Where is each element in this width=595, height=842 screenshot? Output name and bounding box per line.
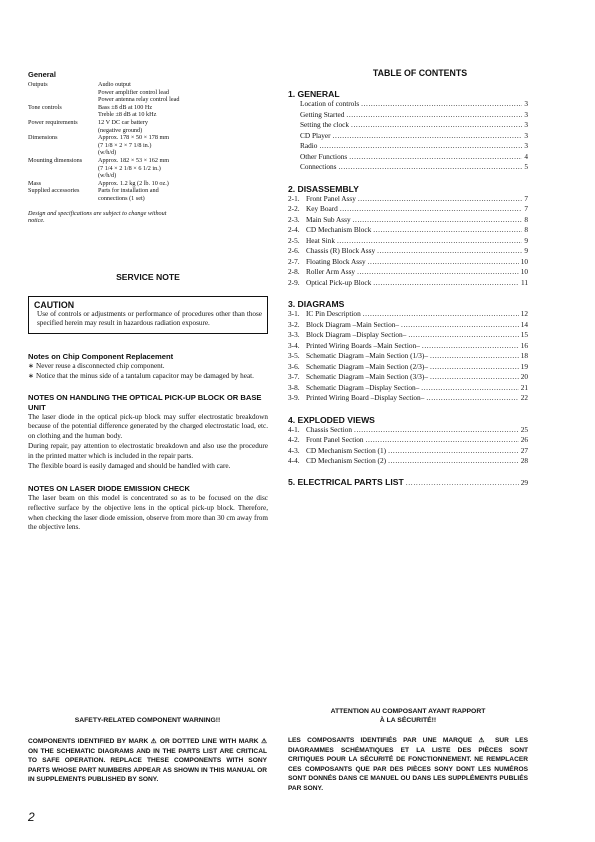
toc-section-general bbox=[288, 89, 528, 173]
chip-notes-heading: Notes on Chip Component Replacement bbox=[28, 352, 174, 362]
caution-box bbox=[28, 296, 268, 335]
specs-table bbox=[28, 81, 268, 203]
toc-entry[interactable]: Radio ..... 3 bbox=[288, 141, 528, 152]
toc-entry[interactable]: 2-7. Floating Block Assy ..... 10 bbox=[288, 257, 528, 268]
toc-entry[interactable]: 3-4. Printed Wiring Boards –Main Section– ..... 16 bbox=[288, 341, 528, 352]
spec-row bbox=[28, 81, 268, 104]
toc-entry[interactable]: 3-7. Schematic Diagram –Main Section (3/3)– ..... 20 bbox=[288, 372, 528, 383]
toc-section-title: 3. DIAGRAMS bbox=[288, 299, 345, 309]
safety-warning-title-line2: À LA SÉCURITÉ!! bbox=[379, 717, 437, 724]
paragraph: During repair, pay attention to electrostatic breakdown and also use the procedure in the printed matter which is included in the repair parts. bbox=[28, 442, 268, 460]
paragraph: The flexible board is easily damaged and should be handled with care. bbox=[28, 461, 231, 470]
spec-row bbox=[28, 187, 268, 202]
toc-entry[interactable]: 2-3. Main Sub Assy ..... 8 bbox=[288, 215, 528, 226]
list-item: ∗ Notice that the minus side of a tantalum capacitor may be damaged by heat. bbox=[28, 371, 254, 380]
toc-entry[interactable]: 2-2. Key Board ..... 7 bbox=[288, 204, 528, 215]
toc-entry[interactable]: 3-3. Block Diagram –Display Section– ..... 15 bbox=[288, 330, 528, 341]
toc-entry[interactable]: 4-1. Chassis Section ..... 25 bbox=[288, 425, 528, 436]
spec-key: Dimensions bbox=[28, 134, 58, 142]
pickup-notes-heading: NOTES ON HANDLING THE OPTICAL PICK-UP BLOCK OR BASE UNIT bbox=[28, 393, 262, 413]
bullet-mark: ∗ bbox=[28, 361, 35, 370]
safety-warning-body: COMPONENTS IDENTIFIED BY MARK ⚠ OR DOTTED LINE WITH MARK ⚠ ON THE SCHEMATIC DIAGRAMS AND IN THE PARTS LIST ARE CRITICAL TO SAFE OPERATION. REPLACE THESE COMPONENTS WITH SONY PARTS WHOSE PART NUMBERS APPEAR AS SHOWN IN THIS MANUAL OR IN SUPPLEMENTS PUBLISHED BY SONY. bbox=[28, 738, 267, 783]
caution-title: CAUTION bbox=[34, 299, 75, 310]
spec-row bbox=[28, 180, 268, 188]
list-item: ∗ Never reuse a disconnected chip component. bbox=[28, 361, 165, 370]
toc-entry[interactable]: 4-2. Front Panel Section ..... 26 bbox=[288, 435, 528, 446]
safety-warning-french bbox=[288, 707, 528, 793]
laser-notes-heading: NOTES ON LASER DIODE EMISSION CHECK bbox=[28, 484, 191, 494]
toc-entry[interactable]: Location of controls ..... 3 bbox=[288, 99, 528, 110]
toc-section-title: 2. DISASSEMBLY bbox=[288, 183, 359, 194]
spec-row bbox=[28, 119, 268, 134]
spec-row bbox=[28, 134, 268, 157]
service-note-title: SERVICE NOTE bbox=[116, 271, 180, 282]
toc-entry[interactable]: Other Functions ..... 4 bbox=[288, 152, 528, 163]
toc-section-title: 4. EXPLODED VIEWS bbox=[288, 414, 375, 425]
safety-warning-english bbox=[28, 716, 267, 785]
toc-entry[interactable]: CD Player ..... 3 bbox=[288, 131, 528, 142]
toc-title: TABLE OF CONTENTS bbox=[372, 68, 468, 78]
table-of-contents bbox=[288, 68, 528, 487]
left-column bbox=[28, 70, 268, 533]
spec-value: 12 V DC car battery (negative ground) bbox=[98, 118, 148, 134]
spec-value: Audio output Power amplifier control lead Power antenna relay control lead bbox=[98, 81, 180, 104]
toc-entry[interactable]: Setting the clock ..... 3 bbox=[288, 120, 528, 131]
toc-entry[interactable]: 2-8. Roller Arm Assy ..... 10 bbox=[288, 267, 528, 278]
toc-entry[interactable]: 2-4. CD Mechanism Block ..... 8 bbox=[288, 225, 528, 236]
toc-entry-electrical-parts-list[interactable] bbox=[288, 477, 528, 487]
bullet-mark: ∗ bbox=[28, 371, 35, 380]
specs-change-notice: Design and specifications are subject to change without notice. bbox=[28, 209, 167, 225]
spec-value: Bass ±8 dB at 100 Hz Treble ±8 dB at 10 kHz bbox=[98, 103, 157, 119]
toc-entry[interactable]: 3-5. Schematic Diagram –Main Section (1/3)– ..... 18 bbox=[288, 351, 528, 362]
toc-page-number: 29 bbox=[520, 477, 528, 487]
paragraph: The laser diode in the optical pick-up block may suffer electrostatic breakdown because of the potential difference generated by the charged electrostatic load, etc. on clothing and the human body. bbox=[28, 412, 268, 441]
spec-row bbox=[28, 104, 268, 119]
specs-heading: General bbox=[28, 70, 56, 79]
spec-value: Parts for installation and connections (1 set) bbox=[98, 187, 159, 202]
toc-entry[interactable]: 4-4. CD Mechanism Section (2) ..... 28 bbox=[288, 456, 528, 467]
spec-key: Supplied accessories bbox=[28, 187, 80, 195]
toc-entry[interactable]: 2-5. Heat Sink ..... 9 bbox=[288, 236, 528, 247]
toc-section-title: 1. GENERAL bbox=[288, 89, 340, 99]
safety-warning-title-line1: ATTENTION AU COMPOSANT AYANT RAPPORT bbox=[330, 708, 486, 715]
toc-entry[interactable]: 2-6. Chassis (R) Block Assy ..... 9 bbox=[288, 246, 528, 257]
spec-key: Mounting dimensions bbox=[28, 156, 83, 164]
spec-value: Approx. 182 × 53 × 162 mm (7 1/4 × 2 1/8 × 6 1/2 in.) (w/h/d) bbox=[98, 156, 170, 180]
chip-notes-list bbox=[28, 362, 268, 382]
toc-entry[interactable]: 3-8. Schematic Diagram –Display Section– ..... 21 bbox=[288, 383, 528, 394]
toc-section-title: 5. ELECTRICAL PARTS LIST bbox=[288, 476, 404, 487]
spec-value: Approx. 1.2 kg (2 lb. 10 oz.) bbox=[98, 179, 169, 187]
safety-warning-body: LES COMPOSANTS IDENTIFIÉS PAR UNE MARQUE ⚠ SUR LES DIAGRAMMES SCHÉMATIQUES ET LA LISTE DES PIÈCES SONT CRITIQUES POUR LA SÉCURITÉ DE FONCTIONNEMENT. NE REMPLACER CES COMPOSANTS QUE PAR DES PIÈCES SONY DONT LES NUMÉROS SONT DONNÉS DANS CE MANUEL OU DANS LES SUPPLÉMENTS PUBLIÉS PAR SONY. bbox=[288, 737, 528, 792]
toc-entry[interactable]: 2-1. Front Panel Assy ..... 7 bbox=[288, 194, 528, 205]
spec-key: Mass bbox=[28, 179, 42, 187]
page-number: 2 bbox=[28, 810, 35, 824]
spec-key: Tone controls bbox=[28, 103, 62, 111]
spec-row bbox=[28, 157, 268, 180]
toc-entry[interactable]: 3-1. IC Pin Description ..... 12 bbox=[288, 309, 528, 320]
toc-entry[interactable]: 3-9. Printed Wiring Board –Display Section– ..... 22 bbox=[288, 393, 528, 404]
toc-entry[interactable]: 3-6. Schematic Diagram –Main Section (2/3)– ..... 19 bbox=[288, 362, 528, 373]
spec-value: Approx. 178 × 50 × 178 mm (7 1/8 × 2 × 7 1/8 in.) (w/h/d) bbox=[98, 134, 170, 157]
toc-entry[interactable]: Connections ..... 5 bbox=[288, 162, 528, 173]
spec-key: Power requirements bbox=[28, 118, 78, 126]
pickup-notes-body bbox=[28, 413, 268, 472]
caution-text: Use of controls or adjustments or performance of procedures other than those specified herein may result in hazardous radiation exposure. bbox=[37, 309, 262, 328]
toc-section-disassembly bbox=[288, 184, 528, 289]
laser-notes-body: The laser beam on this model is concentrated so as to be focused on the disc reflective surface by the objective lens in the optical pick-up block. Therefore, when checking the laser diode emission, observe from more than 30 cm away from the objective lens. bbox=[28, 494, 268, 532]
toc-entry[interactable]: Getting Started ..... 3 bbox=[288, 110, 528, 121]
toc-section-diagrams bbox=[288, 299, 528, 404]
toc-section-exploded-views bbox=[288, 415, 528, 467]
toc-entry[interactable]: 3-2. Block Diagram –Main Section– ..... 14 bbox=[288, 320, 528, 331]
spec-key: Outputs bbox=[28, 81, 48, 88]
toc-entry[interactable]: 4-3. CD Mechanism Section (1) ..... 27 bbox=[288, 446, 528, 457]
safety-warning-title: SAFETY-RELATED COMPONENT WARNING!! bbox=[74, 717, 221, 724]
toc-entry[interactable]: 2-9. Optical Pick-up Block ..... 11 bbox=[288, 278, 528, 289]
